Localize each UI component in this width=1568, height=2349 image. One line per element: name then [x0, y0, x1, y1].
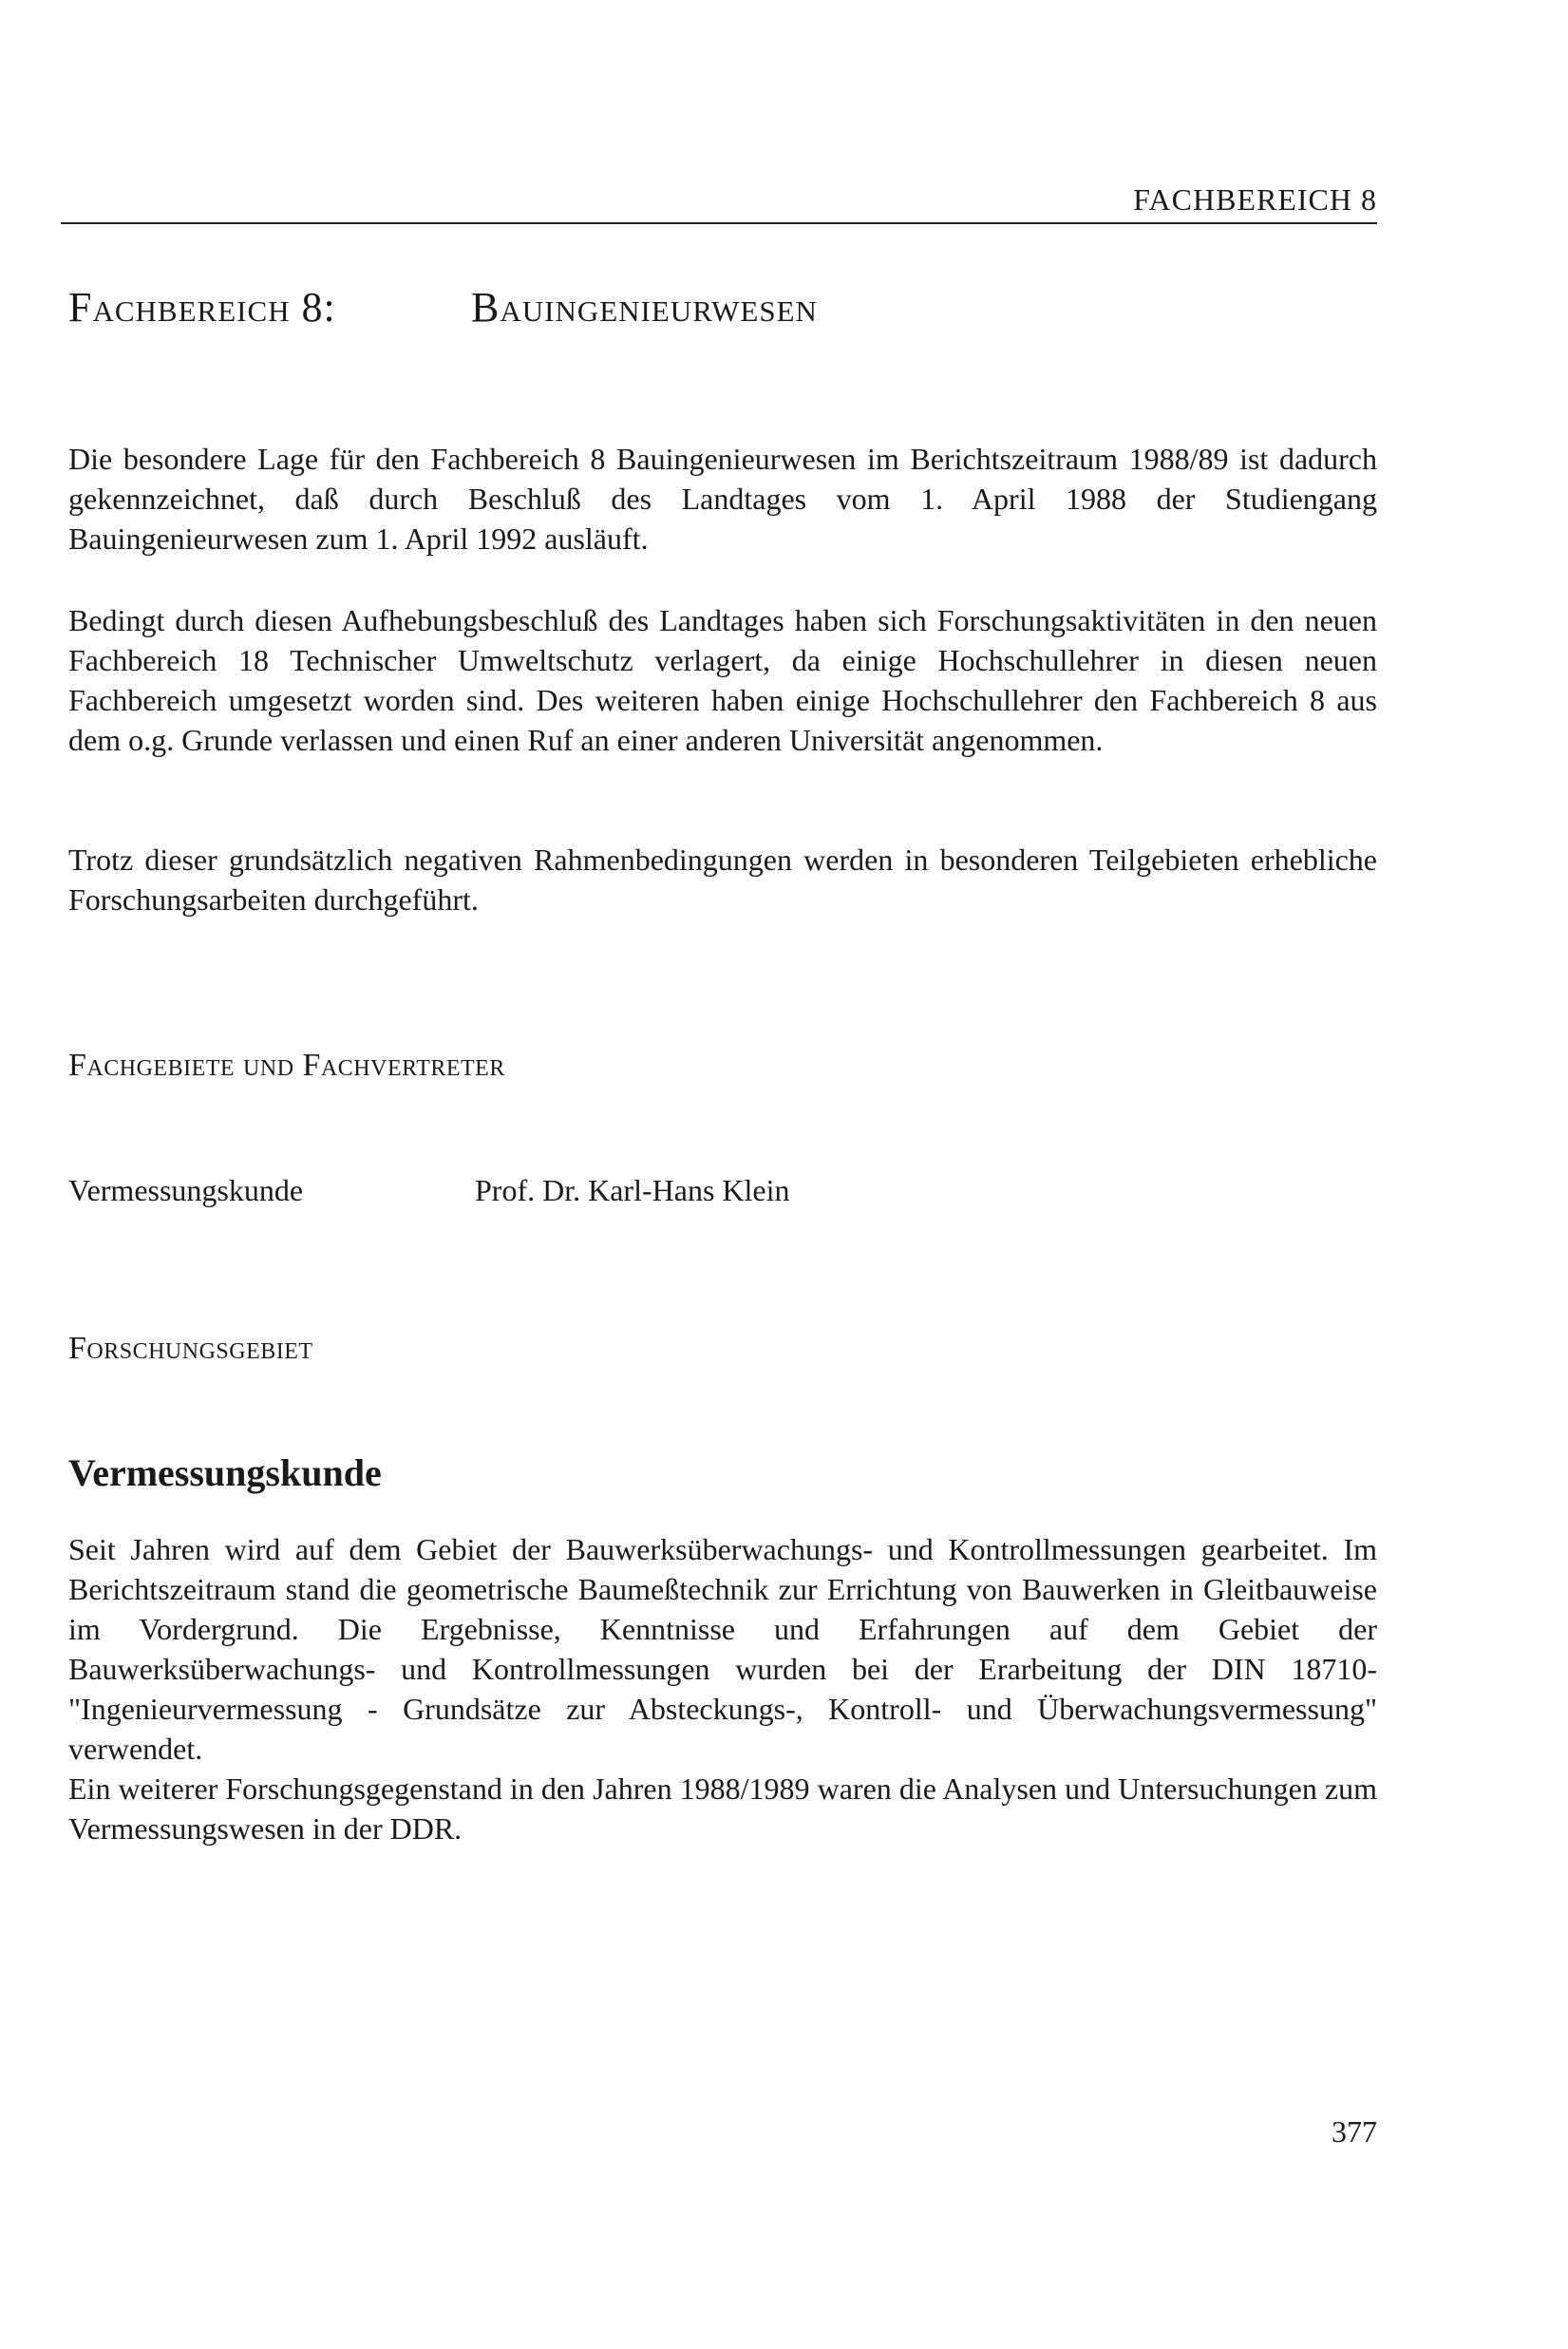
page-number: 377	[1332, 2114, 1377, 2149]
research-text	[68, 1529, 1377, 1848]
chapter-title	[68, 281, 818, 334]
intro-paragraph-3: Trotz dieser grundsätzlich negativen Rahmenbedingungen werden in besonderen Teilgebieten erhebliche Forschungsarbeiten durchgeführt.	[68, 843, 1377, 917]
research-paragraph-1: Seit Jahren wird auf dem Gebiet der Bauwerksüberwachungs- und Kontrollmessungen gearbeitet. Im Berichtszeitraum stand die geometrische Baumeßtechnik zur Errichtung von Bauwerken in Gleitbauweise im Vordergrund. Die Ergebnisse, Kenntnisse und Erfahrungen auf dem Gebiet der Bauwerksüberwachungs- und Kontrollmessungen wurden bei der Erarbeitung der DIN 18710- "Ingenieurvermessung - Grundsätze zur Absteckungs-, Kontroll- und Überwachungsvermessung" verwendet.	[68, 1532, 1377, 1766]
chapter-number-label: Fachbereich 8:	[68, 284, 336, 331]
intro-paragraph-1: Die besondere Lage für den Fachbereich 8 Bauingenieurwesen im Berichtszeitraum 1988/89 ist dadurch gekennzeichnet, daß durch Beschluß des Landtages vom 1. April 1988 der Studiengang Bauingenieurwesen zum 1. April 1992 ausläuft.	[68, 442, 1377, 556]
running-header: FACHBEREICH 8	[1133, 182, 1377, 217]
intro-paragraph-2: Bedingt durch diesen Aufhebungsbeschluß des Landtages haben sich Forschungsaktivitäten in den neuen Fachbereich 18 Technischer Umweltschutz verlagert, da einige Hochschullehrer in diesen neuen Fachbereich umgesetzt worden sind. Des weiteren haben einige Hochschullehrer den Fachbereich 8 aus dem o.g. Grunde verlassen und einen Ruf an einer anderen Universität angenommen.	[68, 603, 1377, 757]
chapter-title-text: Bauingenieurwesen	[471, 284, 818, 331]
research-heading: Forschungsgebiet	[68, 1331, 313, 1366]
representative-row	[68, 1170, 1377, 1210]
research-paragraph-2: Ein weiterer Forschungsgegenstand in den Jahren 1988/1989 waren die Analysen und Untersuchungen zum Vermessungswesen in der DDR.	[68, 1771, 1377, 1846]
representative-subject: Vermessungskunde	[68, 1173, 304, 1207]
research-subheading: Vermessungskunde	[68, 1451, 382, 1494]
header-rule	[61, 222, 1377, 224]
representative-person: Prof. Dr. Karl-Hans Klein	[475, 1173, 790, 1207]
representatives-heading: Fachgebiete und Fachvertreter	[68, 1048, 505, 1083]
